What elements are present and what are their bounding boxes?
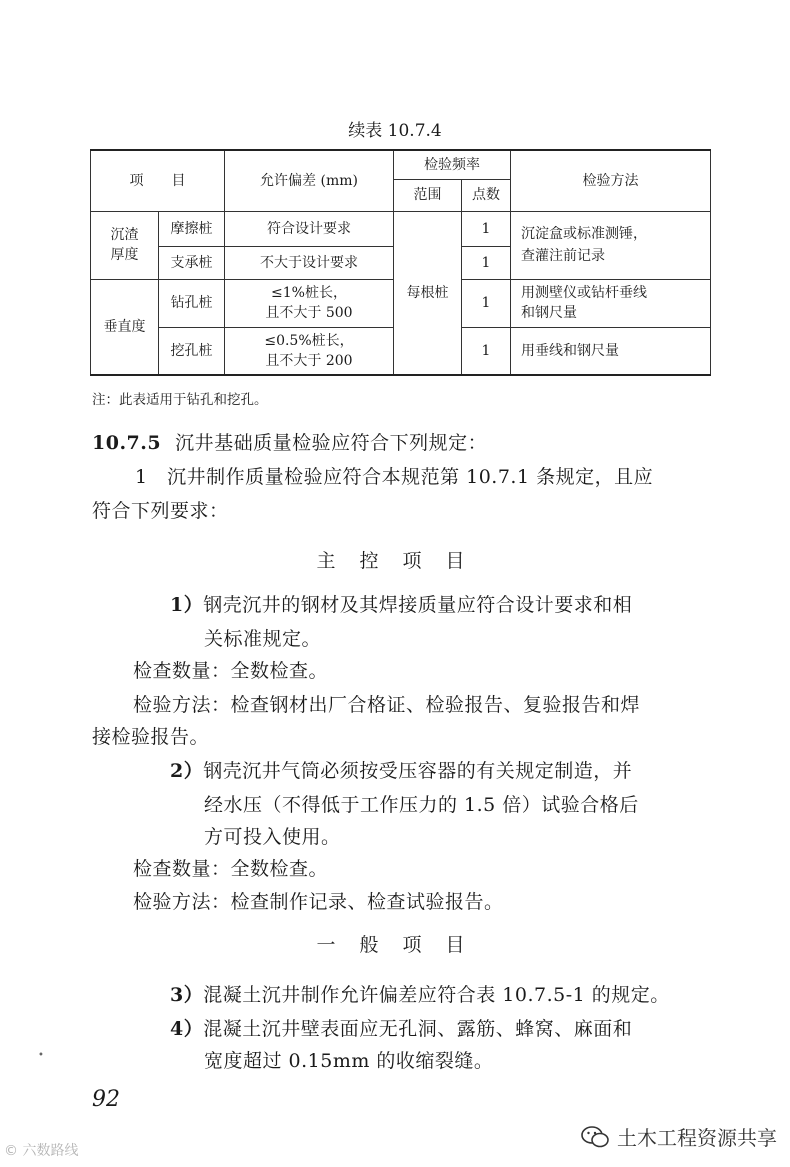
section-title: 沉井基础质量检验应符合下列规定： — [175, 432, 488, 454]
row-tolerance — [225, 279, 394, 327]
check-method: 检验方法：检查制作记录、检查试验报告。 — [133, 891, 504, 913]
method-line: 用测壁仪或钻杆垂线 — [521, 285, 647, 301]
wechat-icon — [581, 1126, 609, 1148]
header-frequency: 检验频率 — [394, 150, 511, 179]
row-tolerance — [225, 327, 394, 375]
tolerance-table — [90, 149, 711, 376]
header-item: 项 目 — [91, 150, 225, 211]
list-item — [170, 980, 670, 1007]
main-items-heading: 主 控 项 目 — [316, 550, 474, 572]
row-points: 1 — [462, 327, 511, 375]
row-sub-label: 钻孔桩 — [159, 279, 225, 327]
header-tolerance: 允许偏差 (mm) — [225, 150, 394, 211]
row-sub-label: 挖孔桩 — [159, 327, 225, 375]
item-text: 经水压（不得低于工作压力的 1.5 倍）试验合格后 — [204, 794, 639, 816]
row-points: 1 — [462, 211, 511, 246]
header-points: 点数 — [462, 179, 511, 211]
item-text: 关标准规定。 — [204, 628, 322, 650]
page-number: 92 — [92, 1087, 120, 1112]
group-sediment-line1: 沉渣 — [110, 227, 139, 243]
row-tolerance: 符合设计要求 — [225, 211, 394, 246]
tolerance-line: 且不大于 500 — [265, 305, 353, 321]
row-sub-label: 支承桩 — [159, 246, 225, 279]
method-line: 沉淀盒或标准测锤， — [521, 226, 647, 242]
item-text: 钢壳沉井的钢材及其焊接质量应符合设计要求和相 — [203, 594, 633, 616]
item-text: 混凝土沉井制作允许偏差应符合表 10.7.5-1 的规定。 — [203, 984, 670, 1006]
row-method: 用垂线和钢尺量 — [511, 327, 711, 375]
watermark-right — [581, 1122, 777, 1151]
list-item — [170, 1014, 632, 1041]
tolerance-line: ≤1%桩长， — [271, 285, 347, 301]
general-items-heading: 一 般 项 目 — [316, 934, 474, 956]
check-method: 接检验报告。 — [92, 726, 210, 748]
header-method: 检验方法 — [511, 150, 711, 211]
section-number: 10.7.5 — [92, 432, 162, 454]
item-number: 4） — [170, 1018, 204, 1040]
method-line: 和钢尺量 — [521, 305, 577, 321]
row-points: 1 — [462, 279, 511, 327]
table-caption: 续表 10.7.4 — [348, 121, 442, 141]
watermark-right-text: 土木工程资源共享 — [617, 1126, 777, 1150]
tolerance-line: 且不大于 200 — [265, 352, 353, 369]
check-quantity: 检查数量：全数检查。 — [133, 858, 329, 880]
section-heading — [92, 428, 487, 455]
item-text: 钢壳沉井气筒必须按受压容器的有关规定制造，并 — [203, 760, 633, 782]
group-verticality: 垂直度 — [91, 279, 159, 375]
item-text: 方可投入使用。 — [204, 826, 341, 848]
row-sub-label: 摩擦桩 — [159, 211, 225, 246]
paragraph-line: 1 沉井制作质量检验应符合本规范第 10.7.1 条规定，且应 — [135, 466, 654, 488]
method-line: 查灌注前记录 — [521, 248, 605, 264]
group-sediment-thickness — [91, 211, 159, 279]
row-points: 1 — [462, 246, 511, 279]
item-number: 2） — [170, 760, 204, 782]
group-sediment-line2: 厚度 — [110, 247, 139, 263]
row-method — [511, 279, 711, 327]
item-text: 混凝土沉井壁表面应无孔洞、露筋、蜂窝、麻面和 — [203, 1018, 633, 1040]
paragraph-line: 符合下列要求： — [92, 500, 229, 522]
list-item — [170, 590, 632, 617]
header-range: 范围 — [394, 179, 462, 211]
list-item — [170, 756, 632, 783]
item-number: 1） — [170, 594, 204, 616]
item-number: 3） — [170, 984, 204, 1006]
range-value: 每根桩 — [394, 211, 462, 375]
scan-dot: • — [38, 1050, 44, 1061]
check-quantity: 检查数量：全数检查。 — [133, 660, 329, 682]
check-method: 检验方法：检查钢材出厂合格证、检验报告、复验报告和焊 — [133, 694, 641, 716]
watermark-left: © 六数路线 — [4, 1143, 79, 1159]
table-note: 注：此表适用于钻孔和挖孔。 — [92, 392, 268, 408]
tolerance-line: ≤0.5%桩长， — [264, 332, 354, 349]
item-text: 宽度超过 0.15mm 的收缩裂缝。 — [204, 1050, 494, 1072]
row-tolerance: 不大于设计要求 — [225, 246, 394, 279]
row-method — [511, 211, 711, 279]
